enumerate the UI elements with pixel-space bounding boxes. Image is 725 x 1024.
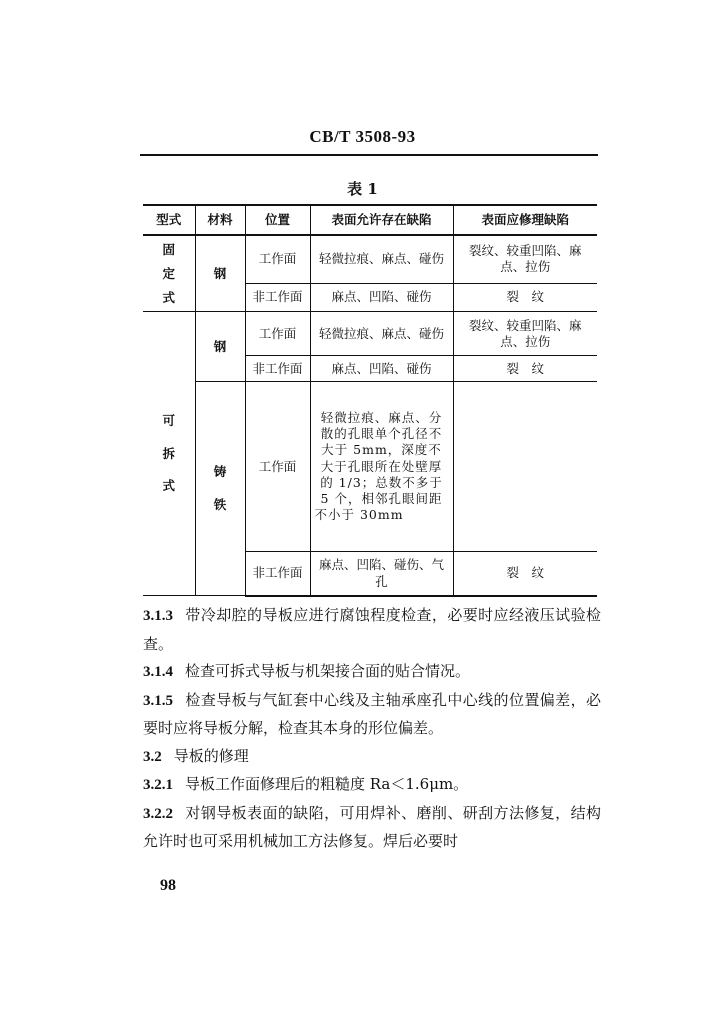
position-cell: 非工作面 (245, 283, 310, 312)
paragraph-3-1-5 (143, 687, 601, 743)
section-number: 3.2 (143, 748, 162, 765)
repair-defects-cell: 裂 纹 (453, 552, 597, 596)
table-row (143, 235, 597, 283)
col-header-allowed-defects: 表面允许存在缺陷 (310, 205, 453, 235)
repair-defects-cell: 裂 纹 (453, 283, 597, 312)
body-text (143, 602, 601, 856)
type-label-fixed: 固定式 (162, 242, 175, 305)
defects-table (143, 204, 597, 597)
section-heading-3-2 (143, 743, 601, 772)
allowed-defects-cell: 轻微拉痕、麻点、分散的孔眼单个孔径不大于 5mm，深度不大于孔眼所在处壁厚的 1/3；总数不多于 5 个，相邻孔眼间距不小于 30mm (310, 382, 453, 552)
page-number: 98 (160, 877, 176, 894)
paragraph-text: 检查可拆式导板与机架接合面的贴合情况。 (185, 662, 471, 680)
table-header-row (143, 205, 597, 235)
paragraph-3-2-2 (143, 800, 601, 856)
position-cell: 工作面 (245, 312, 310, 356)
section-heading-text: 导板的修理 (173, 746, 249, 765)
type-cell-detachable (143, 312, 195, 596)
paragraph-text: 检查导板与气缸套中心线及主轴承座孔中心线的位置偏差，必要时应将导板分解，检查其本身的形位偏差。 (143, 690, 601, 737)
material-label-steel: 钢 (213, 338, 227, 354)
repair-defects-cell: 裂纹、较重凹陷、麻点、拉伤 (453, 235, 597, 283)
paragraph-text: 导板工作面修理后的粗糙度 Ra＜1.6μm。 (185, 775, 469, 793)
paragraph-3-2-1 (143, 771, 601, 800)
allowed-defects-cell: 轻微拉痕、麻点、碰伤 (310, 312, 453, 356)
repair-defects-cell: 裂 纹 (453, 356, 597, 382)
material-cell-cast-iron (195, 382, 245, 596)
allowed-defects-cell: 麻点、凹陷、碰伤 (310, 356, 453, 382)
col-header-type: 型式 (143, 205, 195, 235)
paragraph-3-1-3 (143, 602, 601, 658)
table-caption: 表 1 (347, 180, 378, 198)
paragraph-text: 对钢导板表面的缺陷，可用焊补、磨削、研刮方法修复，结构允许时也可采用机械加工方法修复。焊后必要时 (143, 803, 601, 850)
header-rule (140, 154, 598, 156)
position-cell: 工作面 (245, 382, 310, 552)
type-cell-fixed (143, 235, 195, 312)
table-row (143, 312, 597, 356)
paragraph-text: 带冷却腔的导板应进行腐蚀程度检查，必要时应经液压试验检查。 (143, 606, 601, 653)
standard-code: CB/T 3508-93 (309, 127, 416, 146)
col-header-material: 材料 (195, 205, 245, 235)
section-number: 3.2.1 (143, 777, 173, 793)
repair-defects-cell: 裂纹、较重凹陷、麻点、拉伤 (453, 312, 597, 356)
material-label-cast-iron: 铸铁 (213, 464, 227, 512)
position-cell: 非工作面 (245, 552, 310, 596)
material-cell-steel (195, 312, 245, 382)
section-number: 3.1.5 (143, 692, 173, 709)
allowed-defects-cell: 轻微拉痕、麻点、碰伤 (310, 235, 453, 283)
position-cell: 工作面 (245, 235, 310, 283)
section-number: 3.1.3 (143, 608, 173, 624)
allowed-defects-cell: 麻点、凹陷、碰伤、气孔 (310, 552, 453, 596)
material-label-steel: 钢 (213, 265, 227, 281)
material-cell-steel (195, 235, 245, 312)
position-cell: 非工作面 (245, 356, 310, 382)
table-row (143, 382, 597, 552)
type-label-detachable: 可拆式 (162, 413, 175, 493)
paragraph-3-1-4 (143, 658, 601, 687)
section-number: 3.1.4 (143, 664, 173, 680)
col-header-repair-defects: 表面应修理缺陷 (453, 205, 597, 235)
section-number: 3.2.2 (143, 805, 173, 822)
col-header-position: 位置 (245, 205, 310, 235)
allowed-defects-cell: 麻点、凹陷、碰伤 (310, 283, 453, 312)
repair-defects-cell (453, 382, 597, 552)
